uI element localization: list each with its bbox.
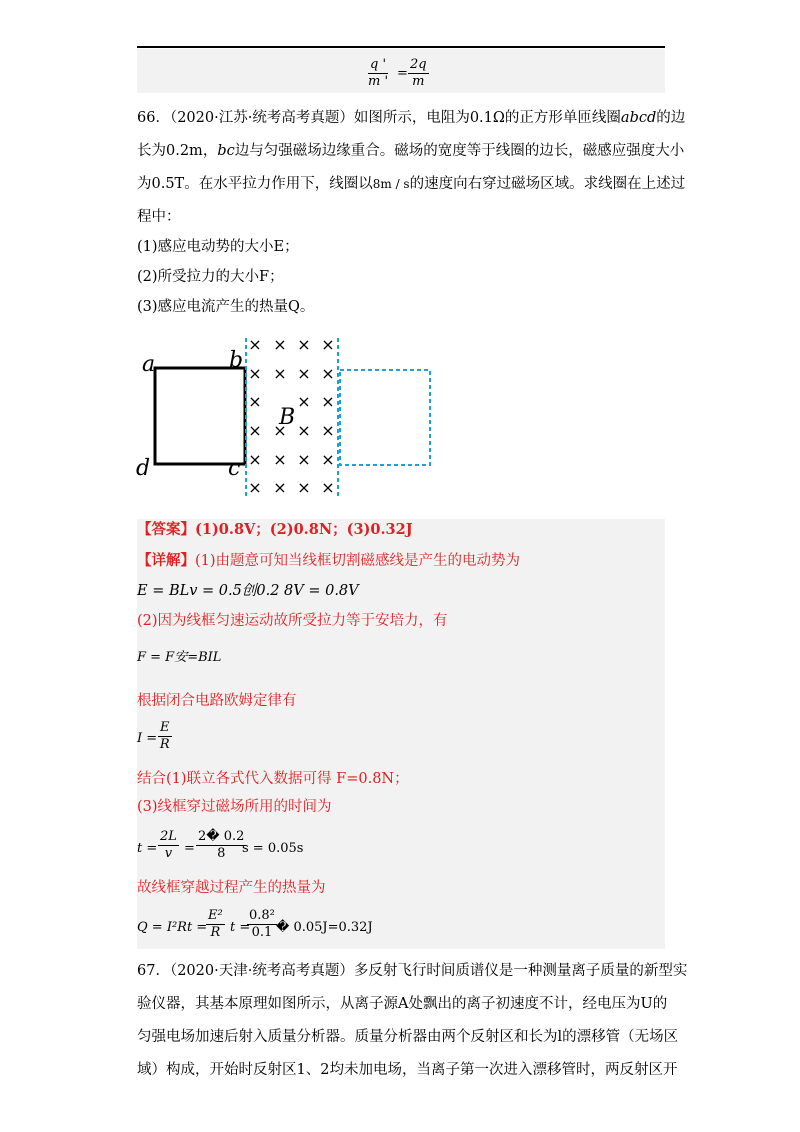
detail-text: (1)由题意可知当线框切割磁感线是产生的电动势为	[195, 553, 521, 569]
field-cross-mark: ×	[248, 335, 262, 354]
fraction-2q	[408, 57, 429, 90]
problem-67-line-1: 67．（2020·天津·统考高考真题）多反射飞行时间质谱仪是一种测量离子质量的新型实	[137, 963, 688, 979]
label-B: B	[279, 405, 296, 430]
frac-den: 0.1	[251, 925, 273, 940]
force-equation-text: F = F安=BIL	[137, 650, 222, 665]
heat-mid: t =	[230, 920, 251, 935]
problem-66-line-4: 程中：	[137, 209, 181, 225]
coil-field-diagram	[130, 332, 440, 504]
text: 长为	[137, 143, 166, 159]
field-cross-mark: ×	[248, 450, 262, 469]
frac-num: 2L	[160, 829, 177, 844]
field-cross-mark: ×	[273, 478, 287, 497]
label-d: d	[136, 456, 151, 481]
field-cross-mark: ×	[248, 421, 262, 440]
detail-line-4: 结合(1)联立各式代入数据可得 F=0.8N；	[137, 771, 409, 787]
resistance-value: 0.1Ω	[469, 110, 505, 126]
field-cross-mark: ×	[297, 478, 311, 497]
field-cross-mark: ×	[321, 421, 335, 440]
frac-den: 8	[217, 846, 226, 861]
time-lhs: t =	[137, 841, 158, 856]
field-strength: 0.5T	[151, 176, 185, 192]
text: 边与匀强磁场边缘重合。磁场的宽度等于线圈的边长，磁感应强度大小	[234, 143, 685, 159]
frac-den: R	[159, 737, 170, 752]
field-cross-mark: ×	[297, 335, 311, 354]
coil-square	[155, 368, 245, 464]
field-cross-mark: ×	[248, 364, 262, 383]
equation-emf: E = BLv = 0.5创0.2 8V = 0.8V	[137, 583, 359, 599]
problem-67-line-4: 域）构成，开始时反射区1、2均未加电场，当离子第一次进入漂移管时，两反射区开	[137, 1062, 678, 1078]
text: 的速度向右穿过磁场区域。求线圈在上述过	[409, 176, 686, 192]
equals-sign: =	[184, 841, 195, 856]
detail-line-3: 根据闭合电路欧姆定律有	[137, 693, 297, 709]
text: 的正方形单匝线圈	[504, 110, 621, 126]
frac-den: v	[164, 846, 173, 861]
field-cross-mark: ×	[321, 450, 335, 469]
answer-text: (1)0.8V；(2)0.8N；(3)0.32J	[195, 521, 413, 538]
frac-num: 2� 0.2	[198, 829, 245, 844]
field-cross-mark: ×	[297, 392, 311, 411]
problem-66-line-1	[137, 108, 685, 128]
problem-67-line-2: 验仪器，其基本原理如图所示，从离子源A处飘出的离子初速度不计，经电压为U的	[137, 996, 668, 1012]
field-cross-mark: ×	[321, 364, 335, 383]
text: 66．（2020·江苏·统考高考真题）如图所示，电阻为	[137, 110, 470, 126]
heat-fraction-1	[206, 908, 225, 941]
field-cross-mark: ×	[297, 364, 311, 383]
question-3: (3)感应电流产生的热量Q。	[137, 299, 315, 315]
field-cross-mark: ×	[321, 335, 335, 354]
field-cross-mark: ×	[321, 478, 335, 497]
time-rhs: s = 0.05s	[242, 841, 304, 856]
detail-tag: 【详解】	[137, 552, 195, 569]
field-cross-mark: ×	[321, 392, 335, 411]
heat-fraction-2	[247, 908, 277, 941]
detail-line-2: (2)因为线框匀速运动故所受拉力等于安培力，有	[137, 613, 448, 629]
frac-den: m '	[368, 74, 389, 89]
frac-num: 2q	[410, 57, 427, 72]
field-cross-mark: ×	[297, 421, 311, 440]
text: ，	[202, 143, 218, 159]
frac-num: E²	[208, 908, 223, 923]
frac-den: m	[412, 74, 425, 89]
field-cross-mark: ×	[273, 335, 287, 354]
frac-den: R	[210, 925, 221, 940]
speed-value: 8m / s	[372, 177, 410, 191]
question-2: (2)所受拉力的大小F；	[137, 269, 284, 285]
text: 。在水平拉力作用下，线圈以	[184, 176, 373, 192]
answer-tag: 【答案】	[137, 521, 195, 538]
heat-lhs: Q = I²Rt =	[137, 920, 208, 935]
text: 为	[137, 176, 152, 192]
problem-67-line-3: 匀强电场加速后射入质量分析器。质量分析器由两个反射区和长为l的漂移管（无场区	[137, 1029, 679, 1045]
equals-sign: =	[397, 66, 408, 81]
label-b: b	[229, 348, 244, 373]
field-cross-mark: ×	[273, 364, 287, 383]
detail-line-6: 故线框穿越过程产生的热量为	[137, 880, 326, 896]
frac-num: q '	[368, 57, 388, 74]
field-cross-mark: ×	[273, 450, 287, 469]
equation-force	[137, 648, 221, 668]
side-length: 0.2m	[166, 143, 203, 159]
field-cross-mark: ×	[297, 450, 311, 469]
ohm-fraction	[158, 720, 172, 753]
text: 的边	[656, 110, 686, 126]
detail-line-5: (3)线框穿过磁场所用的时间为	[137, 799, 332, 815]
problem-66-line-3	[137, 174, 685, 194]
top-rule	[137, 46, 665, 48]
ohm-lhs: I =	[137, 731, 158, 746]
field-cross-mark: ×	[248, 478, 262, 497]
frac-num: E	[160, 720, 170, 735]
question-1: (1)感应电动势的大小E；	[137, 239, 299, 255]
heat-rhs: � 0.05J=0.32J	[276, 920, 373, 935]
bc-label: bc	[217, 143, 235, 159]
fraction-q-prime	[368, 57, 388, 90]
time-fraction-2	[196, 829, 246, 862]
coil-label: abcd	[620, 110, 657, 126]
coil-final-position	[340, 370, 430, 465]
time-fraction-1	[158, 829, 179, 862]
label-c: c	[228, 456, 241, 481]
answer-line	[137, 520, 413, 540]
field-cross-mark: ×	[248, 392, 262, 411]
field-cross-mark: ×	[273, 421, 287, 440]
label-a: a	[142, 352, 156, 377]
problem-66-line-2	[137, 141, 684, 161]
detail-line-1	[137, 551, 520, 571]
frac-num: 0.8²	[249, 908, 275, 923]
